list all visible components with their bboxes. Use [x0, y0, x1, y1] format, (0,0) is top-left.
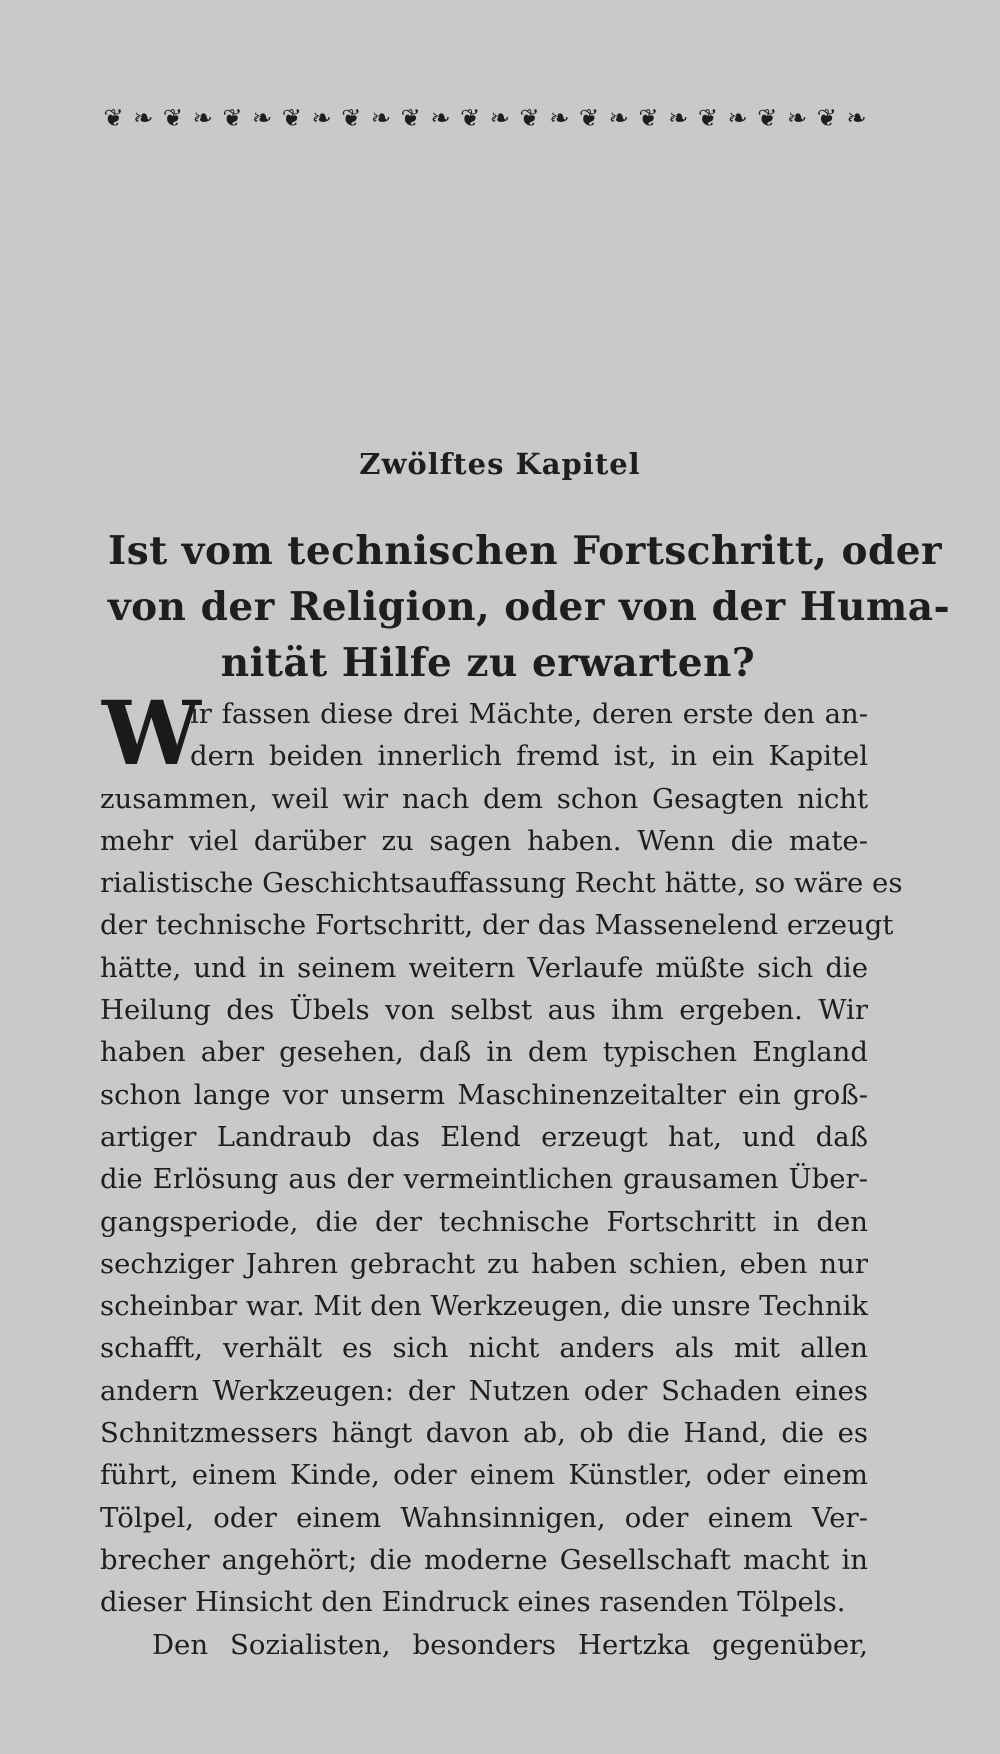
text-line: die Erlösung aus der vermeintlichen grausamen Über- — [100, 1163, 868, 1196]
text-line: Heilung des Übels von selbst aus ihm ergeben. Wir — [100, 994, 868, 1027]
text-line: mehr viel darüber zu sagen haben. Wenn die mate- — [100, 824, 868, 857]
drop-cap: W — [102, 681, 201, 785]
text-line: andern Werkzeugen: der Nutzen oder Schaden eines — [100, 1374, 868, 1407]
text-line: ir fassen diese drei Mächte, deren erste den an- — [190, 698, 868, 730]
ornament-flourish-icon: ❦ — [222, 104, 243, 132]
ornament-flourish-icon: ❦ — [697, 104, 718, 132]
text-line: Tölpel, oder einem Wahnsinnigen, oder einem Ver- — [100, 1501, 868, 1534]
text-line: brecher angehört; die moderne Gesellschaft macht in — [100, 1543, 868, 1576]
text-line: haben aber gesehen, daß in dem typischen England — [100, 1036, 868, 1069]
ornament-flourish-icon: ❧ — [252, 104, 273, 132]
ornament-flourish-icon: ❧ — [370, 104, 392, 132]
text-line: dieser Hinsicht den Eindruck eines rasenden Tölpels. — [100, 1586, 846, 1619]
ornament-flourish-icon: ❦ — [460, 104, 481, 132]
text-line: dern beiden innerlich fremd ist, in ein Kapitel — [190, 740, 868, 773]
ornament-flourish-icon: ❦ — [400, 104, 421, 132]
ornament-flourish-icon: ❦ — [281, 104, 302, 132]
text-line: Den Sozialisten, besonders Hertzka gegenüber, — [152, 1628, 868, 1661]
header-ornament — [100, 104, 870, 132]
ornament-flourish-icon: ❧ — [192, 104, 213, 132]
ornament-flourish-icon: ❧ — [668, 104, 689, 132]
ornament-flourish-icon: ❧ — [133, 104, 154, 132]
text-line: Schnitzmessers hängt davon ab, ob die Hand, die es — [100, 1417, 868, 1450]
ornament-flourish-icon: ❦ — [103, 104, 124, 132]
ornament-flourish-icon: ❧ — [430, 104, 451, 132]
text-line: schon lange vor unserm Maschinenzeitalter ein groß- — [100, 1078, 868, 1111]
text-line: führt, einem Kinde, oder einem Künstler, oder einem — [100, 1459, 868, 1492]
ornament-flourish-icon: ❦ — [162, 104, 183, 132]
text-line: gangsperiode, die der technische Fortschritt in den — [100, 1205, 868, 1238]
text-line: der technische Fortschritt, der das Massenelend erzeugt — [100, 909, 894, 942]
ornament-flourish-icon: ❦ — [578, 104, 600, 132]
ornament-flourish-icon: ❧ — [311, 104, 332, 132]
chapter-title-line: Ist vom technischen Fortschritt, oder — [108, 528, 943, 574]
ornament-flourish-icon: ❦ — [519, 104, 540, 132]
text-line: schafft, verhält es sich nicht anders als mit allen — [100, 1332, 868, 1365]
chapter-title — [108, 523, 951, 691]
ornament-flourish-icon: ❦ — [638, 104, 659, 132]
ornament-flourish-icon: ❦ — [816, 104, 837, 132]
ornament-flourish-icon: ❦ — [341, 104, 362, 132]
chapter-label: Zwölftes Kapitel — [359, 447, 641, 481]
ornament-flourish-icon: ❧ — [608, 104, 629, 132]
ornament-flourish-icon: ❧ — [549, 104, 570, 132]
ornament-flourish-icon: ❧ — [786, 104, 808, 132]
text-line: rialistische Geschichtsauffassung Recht hätte, so wäre es — [100, 867, 903, 900]
ornament-flourish-icon: ❧ — [846, 104, 867, 132]
text-line: hätte, und in seinem weitern Verlaufe müßte sich die — [100, 951, 868, 984]
body-text — [100, 693, 903, 1666]
text-line: artiger Landraub das Elend erzeugt hat, und daß — [100, 1120, 868, 1153]
chapter-title-line: nität Hilfe zu erwarten? — [220, 640, 756, 686]
ornament-flourish-icon: ❦ — [757, 104, 778, 132]
text-line: sechziger Jahren gebracht zu haben schien, eben nur — [100, 1247, 868, 1280]
chapter-title-line: von der Religion, oder von der Huma- — [108, 584, 951, 630]
text-line: zusammen, weil wir nach dem schon Gesagten nicht — [100, 782, 868, 815]
ornament-flourish-icon: ❧ — [727, 104, 748, 132]
text-line: scheinbar war. Mit den Werkzeugen, die unsre Technik — [100, 1290, 869, 1323]
ornament-flourish-icon: ❧ — [489, 104, 510, 132]
